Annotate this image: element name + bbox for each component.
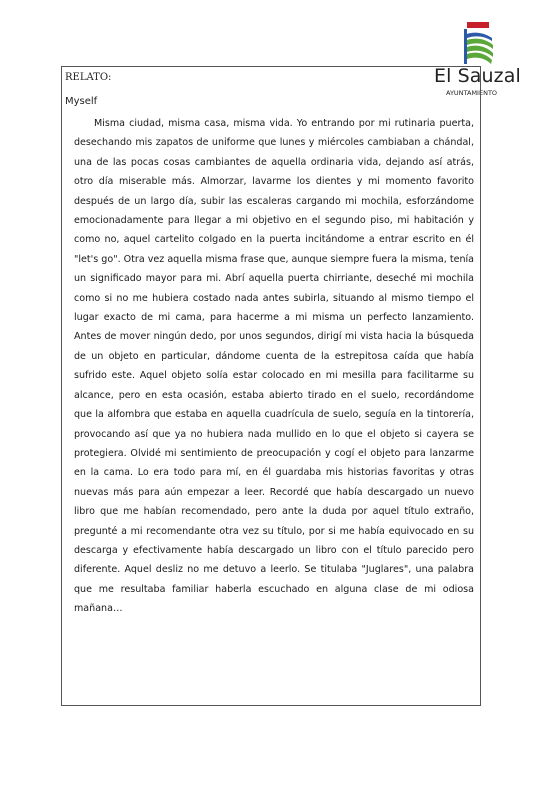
emblem-blue-post [464,29,467,64]
el-sauzal-emblem-icon [461,22,495,66]
emblem-green-stripe-3 [467,53,492,64]
logo-name: El Sauzal [434,65,521,87]
logo-subtitle: AYUNTAMIENTO [446,89,498,97]
section-label: RELATO: [65,72,112,83]
story-body: Misma ciudad, misma casa, misma vida. Yo entrando por mi rutinaria puerta, desechando mis zapatos de uniforme que lunes y miércoles cambiaban a chándal, una de las pocas cosas cambiantes de aquella ordinaria vida, dejando así atrás, otro día miserable más. Almorzar, lavarme los dientes y mi momento favorito después de un largo día, subir las escaleras cargando mi mochila, esforzándome emocionadamente para llegar a mi objetivo en el segundo piso, mi habitación y como no, aquel cartelito colgado en la puerta incitándome a entrar escrito en él "let's go". Otra vez aquella misma frase que, aunque siempre fuera la misma, tenía un significado mayor para mi. Abrí aquella puerta chirriante, deseché mi mochila como si no me hubiera costado nada antes subirla, situando al mismo tiempo el lugar exacto de mi cama, para hacerme a mi misma un perfecto lanzamiento. Antes de mover ningún dedo, por unos segundos, dirigí mi vista hacia la búsqueda de un objeto en particular, dándome cuenta de la estrepitosa caída que había sufrido este. Aquel objeto solía estar colocado en mi mesilla para facilitarme su alcance, pero en esta ocasión, estaba abierto tirado en el suelo, recordándome que la alfombra que estaba en aquella cuadrícula de suelo, seguía en la tintorería, provocando así que ya no hubiera nada mullido en lo que el objeto si cayera se protegiera. Olvidé mi sentimiento de preocupación y cogí el objeto para lanzarme en la cama. Lo era todo para mí, en él guardaba mis historias favoritas y otras nuevas más para aún empezar a leer. Recordé que había descargado un nuevo libro que me habían recomendado, pero ante la duda por aquel título extraño, pregunté a mi recomendante otra vez su título, por si me había equivocado en su descarga y efectivamente había descargado un libro con el título parecido pero diferente. Aquel desliz no me detuvo a leerlo. Se titulaba "Juglares", una palabra que me resultaba familiar haberla escuchado en alguna clase de mi odiosa mañana… [74,118,474,615]
emblem-red-flag [467,22,489,28]
story-title: Myself [65,96,98,107]
